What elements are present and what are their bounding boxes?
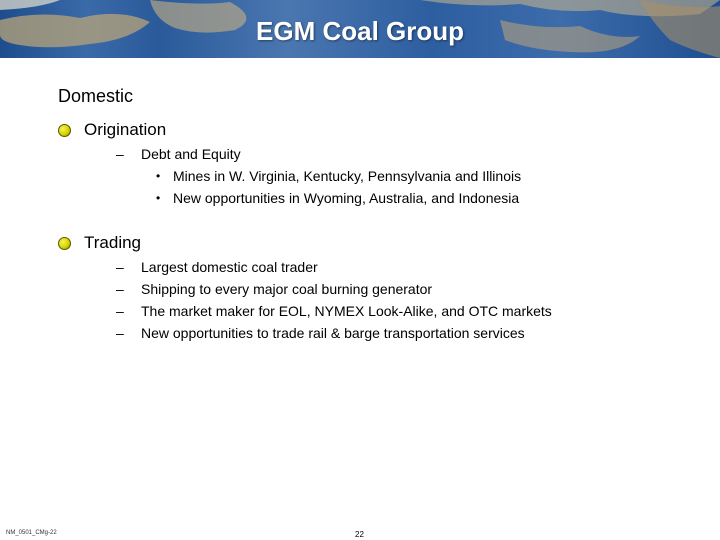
- page-number: 22: [355, 530, 364, 539]
- footer-reference: NM_0501_CMg-22: [6, 530, 57, 536]
- trading-label: Trading: [84, 233, 142, 252]
- origination-label: Origination: [84, 120, 167, 139]
- dash-marker: –: [116, 303, 124, 319]
- slide-title: EGM Coal Group: [256, 16, 464, 46]
- list-item: New opportunities in Wyoming, Australia, and Indonesia: [173, 190, 520, 206]
- yellow-bullet-icon: [58, 124, 71, 137]
- dot-marker: •: [156, 169, 161, 183]
- yellow-bullet-icon: [58, 237, 71, 250]
- list-item: Shipping to every major coal burning generator: [141, 281, 433, 297]
- dot-marker: •: [156, 191, 161, 205]
- dash-marker: –: [116, 281, 124, 297]
- list-item: Mines in W. Virginia, Kentucky, Pennsylvania and Illinois: [173, 168, 522, 184]
- list-item: New opportunities to trade rail & barge transportation services: [141, 325, 525, 341]
- origination-section: [58, 120, 166, 140]
- dash-marker: –: [116, 259, 124, 275]
- header-banner: [0, 0, 720, 58]
- list-item: Debt and Equity: [141, 146, 241, 162]
- list-item: Largest domestic coal trader: [141, 259, 318, 275]
- dash-marker: –: [116, 146, 124, 162]
- dash-marker: –: [116, 325, 124, 341]
- section-heading-domestic: Domestic: [58, 86, 134, 106]
- list-item: The market maker for EOL, NYMEX Look-Alike, and OTC markets: [141, 303, 552, 319]
- trading-section: [58, 233, 141, 253]
